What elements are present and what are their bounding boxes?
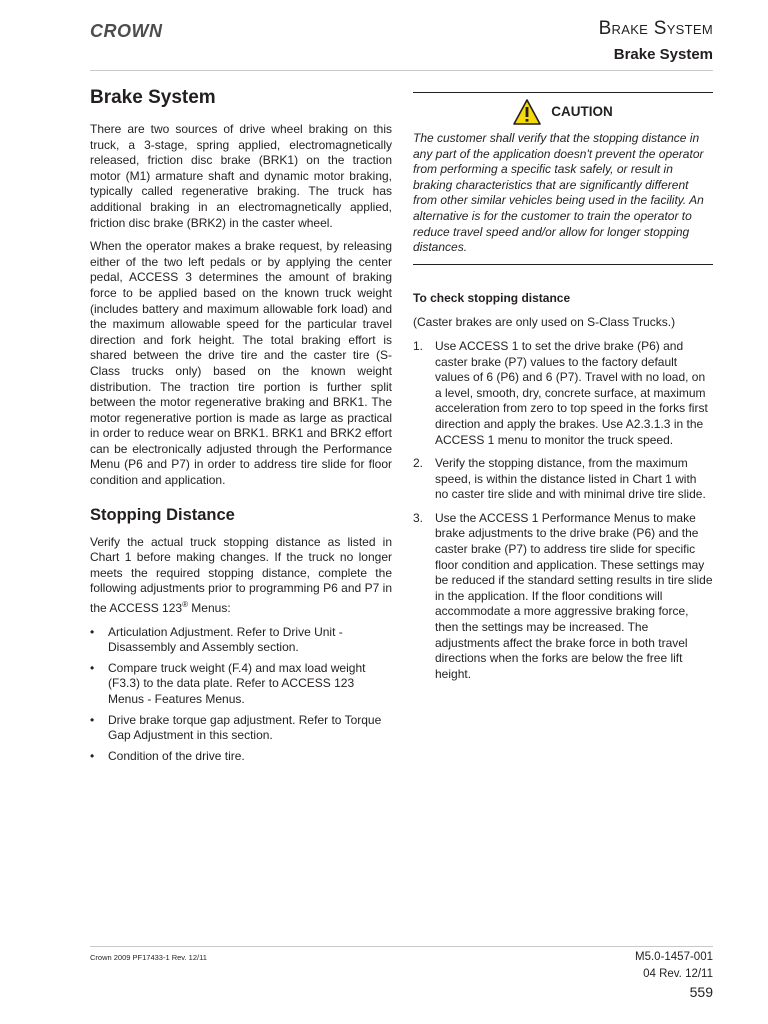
footer-divider [90,946,713,947]
left-column [90,86,392,769]
caution-title: CAUTION [551,104,613,120]
adjustment-list [90,625,392,765]
list-item-text: Articulation Adjustment. Refer to Drive Unit - Disassembly and Assembly section. [108,624,343,655]
crown-logo [90,22,170,40]
caster-note: (Caster brakes are only used on S-Class Trucks.) [413,315,676,330]
chapter-title [599,18,713,40]
stopping-distance-heading: Stopping Distance [90,505,235,524]
check-stopping-heading: To check stopping distance [413,290,571,305]
caution-box [413,92,713,265]
list-item-text: Compare truck weight (F.4) and max load weight (F3.3) to the data plate. Refer to ACCESS 123 Menus - Features Menus. [108,660,366,706]
header-divider [90,70,713,71]
registered-mark: ® [182,600,188,610]
footer-doc-number: M5.0-1457-001 [635,951,713,963]
steps-list [413,339,713,682]
step-number: 3. [413,510,424,525]
stopping-text-a: Verify the actual truck stopping distance as listed in Chart 1 before making changes. If the truck no longer meets the required stopping distance, complete the following adjustments prior to programming P6 and P7 in the ACCESS 123 [90,534,392,616]
intro-paragraph: There are two sources of drive wheel braking on this truck, a 3-stage, spring applied, electromagnetically released, friction disc brake (BRK1) on the traction motor (M1) armature shaft and dynamic motor braking, typically called regenerative braking. The truck has additional braking in an electromagnetically applied, friction disc brake (BRK2) in the caster wheel. [90,122,392,230]
caution-header [413,99,713,125]
list-item [90,625,392,656]
stopping-distance-paragraph [90,535,392,617]
step-text: Use ACCESS 1 to set the drive brake (P6) and caster brake (P7) values to the factory default values of 6 (P6) and 6 (P7). Travel with no load, on a level, smooth, dry, concrete surface, at maximum acceleration from zero to top speed in the forks first direction and apply the brakes. Use A2.3.1.3 in the ACCESS 1 menu to monitor the truck speed. [435,338,708,447]
section-title: Brake System [613,46,713,63]
step-item [413,456,713,503]
brake-request-paragraph: When the operator makes a brake request, by releasing either of the two left pedals or by applying the center pedal, ACCESS 3 determines the amount of braking force to be applied based on the known truck weight (includes battery and maximum allowable fork load) and the maximum allowable speed for the particular travel direction and fork height. The total braking effort is shared between the drive tire and the caster tire (S-Class trucks only) based on the known weight distribution. The traction tire portion is further split between the motor regenerative braking and BRK1. The motor regenerative portion is made as large as practical in order to reduce wear on BRK1. BRK1 and BRK2 effort can be electronically adjusted through the Performance Menu (P6 and P7) in order to address tire slide for floor condition and application. [90,239,392,488]
step-item [413,339,713,448]
page-title: Brake System [90,87,216,108]
caution-text: The customer shall verify that the stopping distance in any part of the application doesn't prevent the operator from performing a specific task safely, or result in braking characteristics that are significantly different from other similar vehicles being used in the facility. An alternative is for the customer to train the operator to reduce travel speed and/or allow for longer stopping distances. [413,131,704,255]
step-number: 2. [413,456,424,471]
step-text: Verify the stopping distance, from the maximum speed, is within the distance listed in Chart 1 with no caster tire slide and with minimal drive tire slide. [435,456,706,502]
list-item [90,713,392,744]
chapter-title-text: Brake System [598,18,713,39]
bullet-mark: • [90,624,95,639]
list-item-text: Condition of the drive tire. [108,748,245,763]
svg-text:CROWN: CROWN [90,22,163,40]
list-item-text: Drive brake torque gap adjustment. Refer to Torque Gap Adjustment in this section. [108,712,382,743]
stopping-text-b: Menus: [187,601,231,616]
bullet-mark: • [90,660,95,675]
step-item [413,511,713,683]
step-text: Use the ACCESS 1 Performance Menus to make brake adjustments to the drive brake (P6) and the caster brake (P7) to address tire slide for specific floor condition and application. These settings may be reduced if the standard setting results in tire slide in the application. If the floor conditions will accommodate a more aggressive braking force, then the settings may be increased. The adjustments affect the brake force in both travel directions when the forks are below the free lift height. [435,510,713,681]
warning-triangle-icon [513,99,541,125]
list-item [90,661,392,708]
list-item [90,749,392,765]
bullet-mark: • [90,748,95,763]
footer-copyright: Crown 2009 PF17433-1 Rev. 12/11 [90,953,207,962]
bullet-mark: • [90,712,95,727]
footer-revision: 04 Rev. 12/11 [643,968,713,980]
right-column [413,86,713,690]
step-number: 1. [413,338,424,353]
page-number: 559 [689,984,713,1000]
